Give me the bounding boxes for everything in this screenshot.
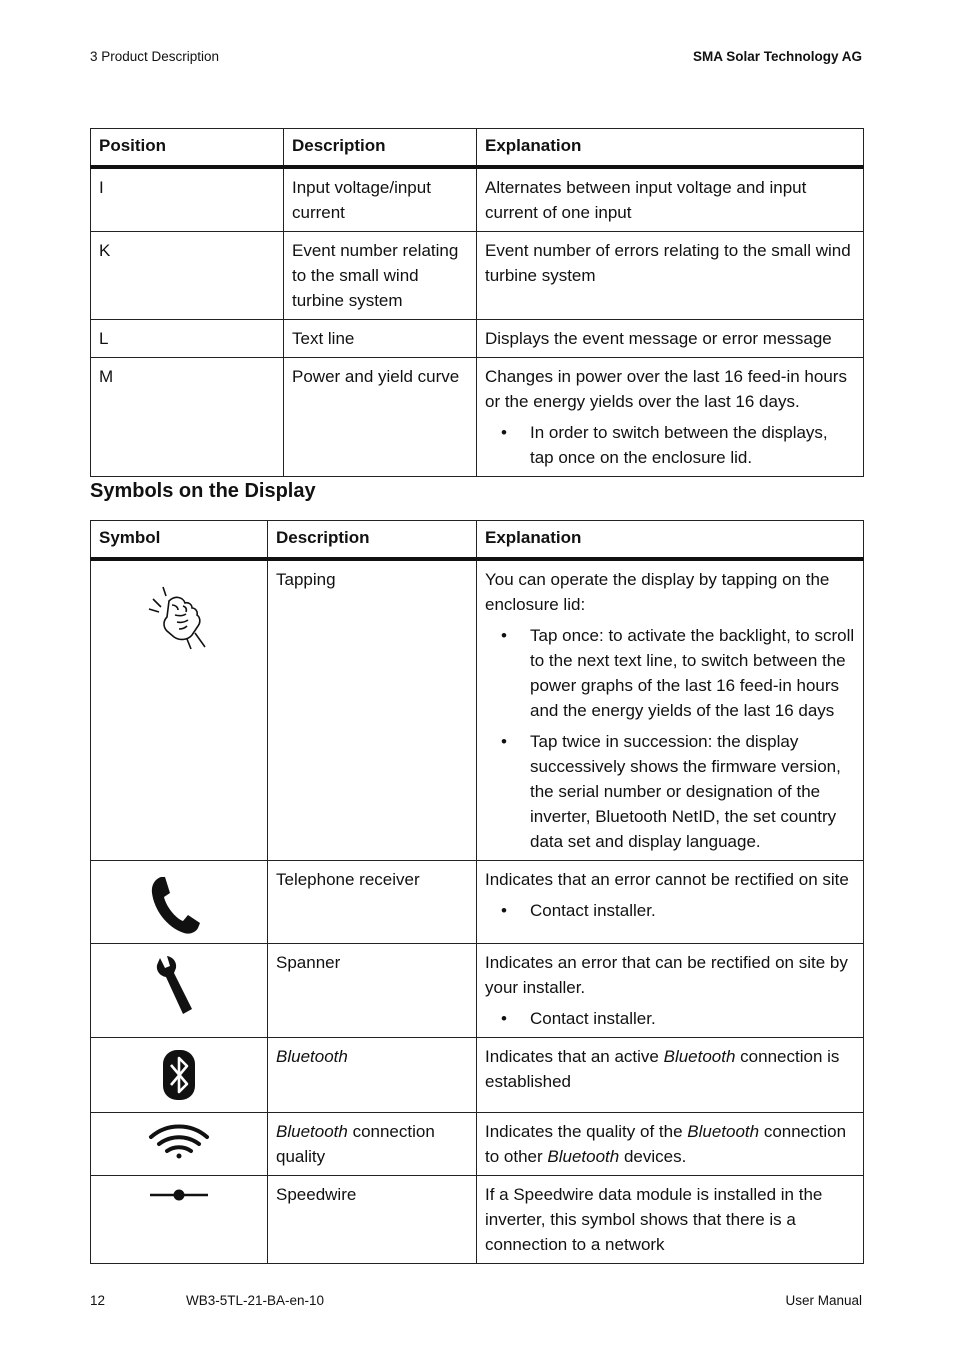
symbol-cell (91, 559, 268, 861)
bullet-list (485, 1006, 855, 1031)
symbol-cell (91, 1038, 268, 1113)
position-cell: K (91, 232, 284, 320)
speedwire-icon (149, 1188, 209, 1202)
bullet-item: • Tap twice in succession: the display successively shows the firmware version, the serial number or designation of the inverter, Bluetooth NetID, the set country data set and display language. (530, 729, 855, 854)
symbol-cell (91, 1113, 268, 1176)
page-number: 12 (90, 1293, 106, 1308)
column-header: Explanation (477, 129, 864, 168)
position-cell: I (91, 167, 284, 232)
column-header: Explanation (477, 521, 864, 560)
description-cell (268, 1113, 477, 1176)
table-header-row (91, 521, 864, 560)
table-row (91, 1038, 864, 1113)
explanation-text: connection to other (485, 1122, 847, 1166)
explanation-text: devices. (619, 1147, 687, 1166)
explanation-cell (477, 1113, 864, 1176)
table-row (91, 1113, 864, 1176)
bullet-list (485, 623, 855, 854)
table-row (91, 320, 864, 358)
telephone-receiver-icon (149, 873, 209, 937)
symbol-cell (91, 944, 268, 1038)
table-row (91, 1176, 864, 1264)
description-text: Bluetooth (276, 1047, 348, 1066)
table-row (91, 358, 864, 477)
explanation-cell (477, 861, 864, 944)
table-row (91, 167, 864, 232)
running-header-chapter: 3 Product Description (90, 49, 220, 64)
explanation-cell: Event number of errors relating to the small wind turbine system (477, 232, 864, 320)
explanation-text: Indicates that an active (485, 1047, 664, 1066)
description-text: connection quality (276, 1122, 435, 1166)
description-cell: Telephone receiver (268, 861, 477, 944)
column-header: Position (91, 129, 284, 168)
table-row (91, 559, 864, 861)
bluetooth-icon (161, 1048, 197, 1102)
bullet-item: • Contact installer. (530, 898, 855, 923)
position-table (90, 128, 864, 477)
explanation-emphasis: Bluetooth (663, 1047, 736, 1066)
bullet-item: • In order to switch between the displays, tap once on the enclosure lid. (530, 420, 855, 470)
table-header-row (91, 129, 864, 168)
explanation-text: Indicates an error that can be rectified on site by your installer. (485, 953, 848, 997)
explanation-cell (477, 559, 864, 861)
explanation-emphasis: Bluetooth (547, 1147, 620, 1166)
signal-quality-icon (147, 1123, 211, 1159)
section-heading: Symbols on the Display (90, 480, 316, 502)
description-cell: Event number relating to the small wind turbine system (284, 232, 477, 320)
description-cell: Power and yield curve (284, 358, 477, 477)
position-cell: L (91, 320, 284, 358)
explanation-text: Indicates that an error cannot be rectified on site (485, 870, 849, 889)
table-row (91, 944, 864, 1038)
column-header: Description (268, 521, 477, 560)
column-header: Description (284, 129, 477, 168)
explanation-cell (477, 944, 864, 1038)
explanation-cell: Alternates between input voltage and input current of one input (477, 167, 864, 232)
tapping-hand-icon (139, 575, 219, 653)
description-cell: Speedwire (268, 1176, 477, 1264)
explanation-text: You can operate the display by tapping on the enclosure lid: (485, 570, 830, 614)
explanation-cell (477, 1038, 864, 1113)
description-emphasis: Bluetooth (276, 1122, 348, 1141)
explanation-text: Changes in power over the last 16 feed-in hours or the energy yields over the last 16 days. (485, 367, 847, 411)
description-cell: Spanner (268, 944, 477, 1038)
description-cell: Text line (284, 320, 477, 358)
document-id: WB3-5TL-21-BA-en-10 (186, 1293, 325, 1308)
table-row (91, 861, 864, 944)
explanation-cell: Displays the event message or error message (477, 320, 864, 358)
document-type: User Manual (785, 1293, 862, 1308)
symbols-table (90, 520, 864, 1264)
explanation-text: connection is established (485, 1047, 840, 1091)
bullet-item: • Contact installer. (530, 1006, 855, 1031)
description-cell: Tapping (268, 559, 477, 861)
explanation-cell: If a Speedwire data module is installed in the inverter, this symbol shows that there is a connection to a network (477, 1176, 864, 1264)
spanner-icon (154, 954, 204, 1020)
table-row (91, 232, 864, 320)
symbol-cell (91, 861, 268, 944)
bullet-list (485, 898, 855, 923)
running-header-company: SMA Solar Technology AG (692, 49, 862, 64)
description-cell: Input voltage/input current (284, 167, 477, 232)
explanation-cell (477, 358, 864, 477)
description-cell (268, 1038, 477, 1113)
bullet-list (485, 420, 855, 470)
position-cell: M (91, 358, 284, 477)
explanation-text: Indicates the quality of the (485, 1122, 688, 1141)
explanation-emphasis: Bluetooth (687, 1122, 760, 1141)
column-header: Symbol (91, 521, 268, 560)
symbol-cell (91, 1176, 268, 1264)
bullet-item: • Tap once: to activate the backlight, to scroll to the next text line, to switch between the power graphs of the last 16 feed-in hours and the energy yields of the last 16 days (530, 623, 855, 723)
